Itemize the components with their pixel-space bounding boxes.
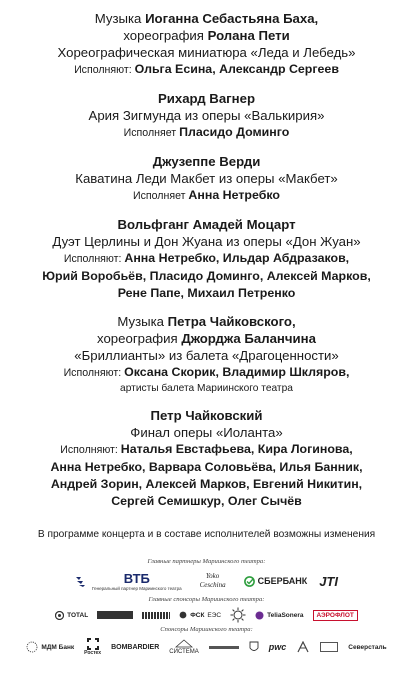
sberbank-logo [244,576,308,587]
performer-names: Оксана Скорик, Владимир Шкляров, [124,365,350,379]
line-bold-text: Иоганна Себастьяна Баха, [145,11,319,26]
line-bold-text: Вольфганг Амадей Моцарт [117,217,296,232]
program-list [0,10,413,521]
program-note: В программе концерта и в составе исполнителей возможны изменения [37,529,376,540]
total-logo [55,611,88,620]
program-line [0,216,413,233]
severstal-logo: Северсталь [348,643,387,651]
line-bold-text: Джузеппе Верди [152,154,261,169]
telia-mark-icon [255,611,264,620]
sponsors-label: Спонсоры Мариинского театра: [160,626,253,633]
rostec-mark-icon [87,638,99,650]
general-sponsors-label: Главные спонсоры Мариинского театра: [148,596,265,603]
performers-prefix: Исполняют: [74,64,135,76]
line-text: Хореографическая миниатюра «Леда и Лебедь» [57,45,356,60]
line-text: Музыка [117,314,168,329]
sponsors-row [0,634,413,660]
program-item [0,216,413,302]
program-line [0,27,413,44]
program-item [0,407,413,510]
performer-names: Наталья Евстафьева, Кира Логинова, [120,442,353,456]
telia-text: TeliaSonera [267,611,304,619]
program-line [0,347,413,364]
line-bold-text: Петра Чайковского, [167,314,296,329]
bombardier-logo: BOMBARDIER [111,643,160,651]
sponsor-logo-block-icon [97,611,133,619]
program-line [0,233,413,250]
partners-section [0,558,413,660]
performers-prefix: Исполняет [123,127,180,139]
sponsor-logo-bars-icon [142,612,170,619]
performers-prefix: Исполняют: [60,444,121,456]
performers-line [0,124,413,142]
vtb-mark-icon [75,575,89,587]
rostec-logo [84,638,101,656]
performers-line [0,187,413,205]
aeroflot-text: АЭРОФЛОТ [316,611,354,619]
performer-names: Пласидо Доминго [179,125,290,139]
line-bold-text: Джорджа Баланчина [181,331,316,346]
mdm-mark-icon [26,641,38,653]
performers-prefix: Исполняет [133,190,189,202]
performers-line: Рене Папе, Михаил Петренко [117,286,296,300]
line-text: Дуэт Церлины и Дон Жуана из оперы «Дон Жуан» [52,234,361,249]
program-item [0,313,413,396]
vtb-text: ВТБ [123,571,150,586]
program-line [0,10,413,27]
sistema-text: СИСТЕМА [169,649,199,655]
vtb-logo [75,571,182,591]
line-text: Каватина Леди Макбет из оперы «Макбет» [75,171,338,186]
performers-line: Андрей Зорин, Алексей Марков, Евгений Никитин, [50,477,363,491]
teliasonera-logo [255,611,303,620]
line-bold-text: Рихард Вагнер [157,91,256,106]
mdm-text: МДМ Банк [41,643,75,651]
sistema-logo [169,639,198,655]
line-text: Финал оперы «Иоланта» [130,425,283,440]
program-item [0,10,413,79]
performers-line [0,61,413,79]
sistema-mark-icon [175,639,193,648]
aeroflot-logo [313,610,358,621]
program-item [0,153,413,205]
performer-names: Анна Нетребко, Ильдар Абдразаков, [124,251,350,265]
performers-line: Юрий Воробьёв, Пласидо Доминго, Алексей Марков, [42,269,371,283]
program-line [0,170,413,187]
program-line [0,313,413,330]
program-line [0,44,413,61]
stripes-emblem-icon [296,641,310,653]
performer-names: Ольга Есина, Александр Сергеев [134,62,339,76]
line-text: хореография [97,331,182,346]
yoko-ceschina-logo: Yoko Ceschina [199,572,226,589]
program-line [0,107,413,124]
performers-line [0,441,413,459]
pwc-logo: pwc [268,642,287,652]
sun-emblem-icon [230,607,246,623]
program-line [0,330,413,347]
rostec-text: Ростех [84,650,102,656]
line-text: хореография [123,28,208,43]
sberbank-text: СБЕРБАНК [257,576,308,586]
sponsor-logo-line-icon [209,646,239,649]
program-line [0,153,413,170]
performers-prefix: Исполняют: [63,253,125,265]
line-bold-text: Петр Чайковский [150,408,263,423]
program-line [0,90,413,107]
program-item [0,90,413,142]
total-text: TOTAL [67,611,89,619]
line-text: Ария Зигмунда из оперы «Валькирия» [88,108,325,123]
line-text: Музыка [94,11,146,26]
performers-line [0,364,413,382]
sponsor-logo-small-icon [320,642,338,652]
performers-line: Сергей Семишкур, Олег Сычёв [111,494,302,508]
program-line [0,424,413,441]
performers-suffix: артисты балета Мариинского театра [120,383,293,394]
main-partners-row [0,566,413,596]
performers-prefix: Исполняют: [63,367,125,379]
main-partners-label: Главные партнеры Мариинского театра: [147,558,266,565]
ees-text: ЕЭС [207,611,222,619]
line-bold-text: Ролана Пети [207,28,290,43]
general-sponsors-row [0,604,413,626]
fsk-ees-logo [179,611,221,619]
sberbank-mark-icon [244,576,255,587]
jti-logo: JTI [319,573,338,589]
fsk-text: ФСК [190,611,205,619]
line-text: «Бриллианты» из балета «Драгоценности» [74,348,339,363]
program-line [0,407,413,424]
mdm-bank-logo [26,641,74,653]
total-mark-icon [55,611,64,620]
performers-line: Анна Нетребко, Варвара Соловьёва, Илья Банник, [50,460,363,474]
performers-line [0,250,413,268]
vtb-subtitle: Генеральный партнер Мариинского театра [92,586,182,591]
fsk-mark-icon [179,611,187,619]
performer-names: Анна Нетребко [188,188,280,202]
crest-icon [249,640,259,654]
